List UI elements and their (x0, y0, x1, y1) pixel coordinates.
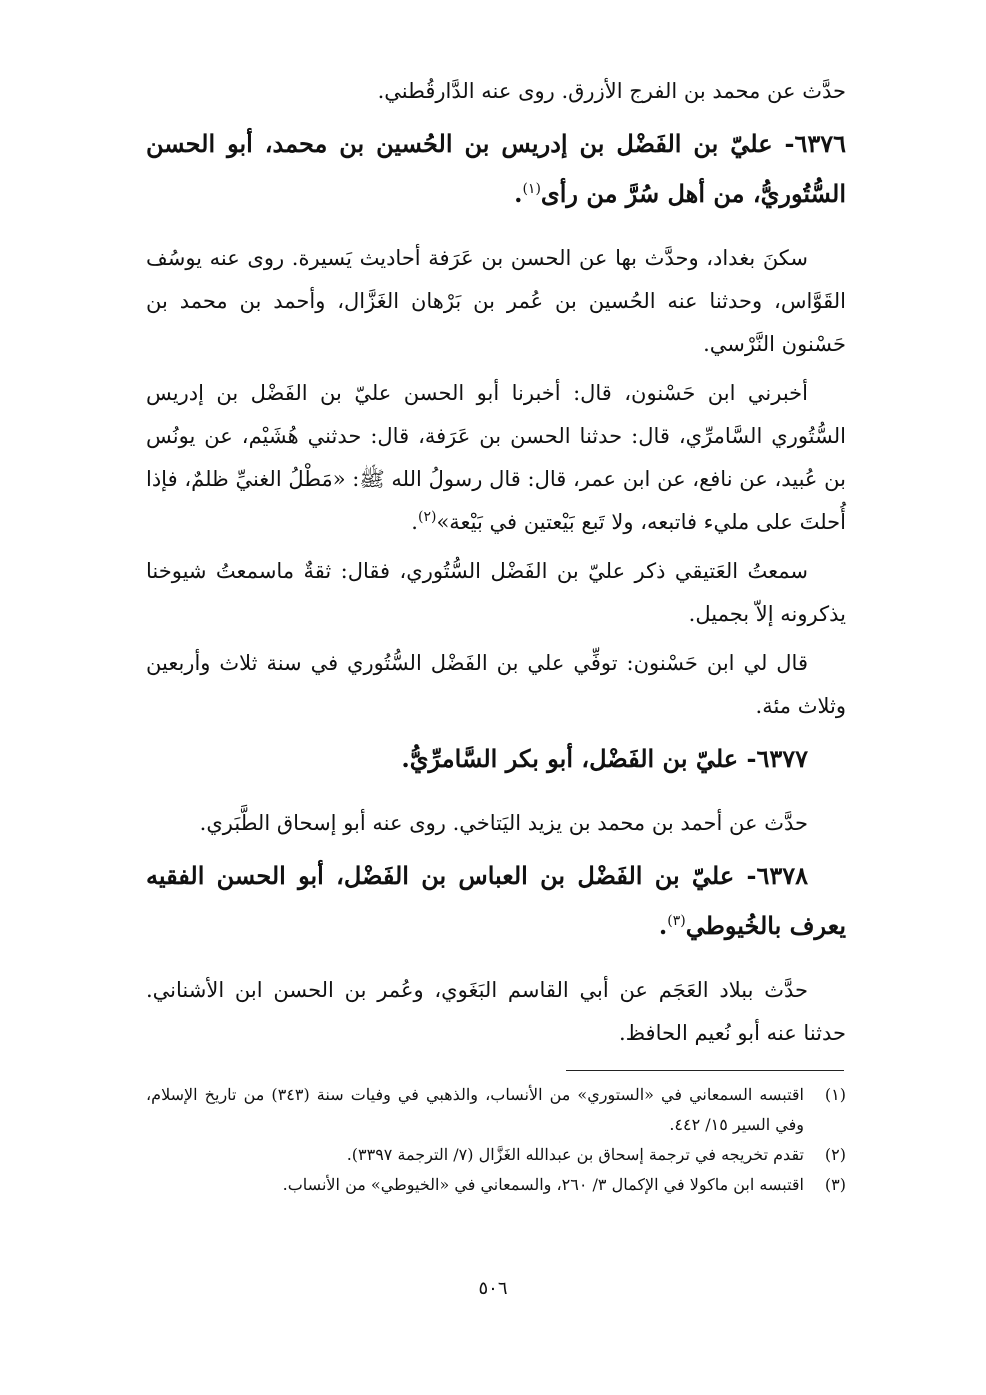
footnote-number: (١) (824, 1085, 846, 1104)
footnote-divider (566, 1070, 844, 1071)
entry-6376-hadith: أخبرني ابن حَسْنون، قال: أخبرنا أبو الحسن عليّ بن الفَضْل بن إدريس السُّتُوري السَّامرِّي، قال: حدثنا الحسن بن عَرَفة، قال: حدثني هُشَيْم، عن يونُس بن عُبيد، عن نافع، عن ابن عمر، قال: قال رسولُ الله ﷺ: «مَطْلُ الغنيِّ ظلمٌ، فإذا أُحلتَ على مليء فاتبعه، ولا تَبع بَيْعتين في بَيْعة»$^{(٢)}$. (146, 381, 846, 534)
footnote-number: (٢) (824, 1145, 846, 1164)
entry-6377-heading: ٦٣٧٧- عليّ بن الفَضْل، أبو بكر السَّامرِّيُّ. (401, 744, 808, 773)
main-text (146, 70, 846, 1055)
entry-6376-bio: سكنَ بغداد، وحدَّث بها عن الحسن بن عَرَفة أحاديث يَسيرة. روى عنه يوسُف القَوَّاس، وحدثنا عنه الحُسين بن عُمر بن بَرْهان الغَزَّال، وأحمد بن محمد بن حَسْنون النَّرْسي. (146, 246, 846, 356)
footnote-text: اقتبسه ابن ماكولا في الإكمال ٣/ ٢٦٠، والسمعاني في «الخيوطي» من الأنساب. (282, 1175, 804, 1194)
entry-6376-heading: ٦٣٧٦- عليّ بن الفَضْل بن إدريس بن الحُسين بن محمد، أبو الحسن السُّتُوريُّ، من أهل سُرَّ من رأى$^{(١)}$. (146, 129, 846, 208)
footnote-ref-1: (١) (522, 181, 541, 197)
page-number: ٥٠٦ (478, 1278, 508, 1299)
footnote-text: تقدم تخريجه في ترجمة إسحاق بن عبدالله الغَزَّال (٧/ الترجمة ٣٣٩٧). (346, 1145, 804, 1164)
entry-6378-bio: حدَّث ببلاد العَجَم عن أبي القاسم البَغَوي، وعُمر بن الحسن ابن الأشناني. حدثنا عنه أبو نُعيم الحافظ. (146, 978, 846, 1045)
footnote-number: (٣) (824, 1175, 846, 1194)
entry-6376-death: قال لي ابن حَسْنون: توفِّي علي بن الفَضْل السُّتُوري في سنة ثلاث وأربعين وثلاث مئة. (146, 651, 846, 718)
paragraph-continuation: حدَّث عن محمد بن الفرج الأزرق. روى عنه الدَّارقُطني. (377, 79, 846, 103)
footnote-3 (146, 1170, 846, 1200)
footnotes (146, 1080, 846, 1200)
footnote-text: اقتبسه السمعاني في «الستوري» من الأنساب، والذهبي في وفيات سنة (٣٤٣) من تاريخ الإسلام، وفي السير ١٥/ ٤٤٢. (146, 1085, 805, 1134)
footnote-ref-2: (٢) (417, 509, 437, 525)
entry-6377-bio: حدَّث عن أحمد بن محمد بن يزيد اليَتاخي. روى عنه أبو إسحاق الطَّبَري. (199, 811, 808, 835)
entry-6376-grading: سمعتُ العَتيقي ذكر عليّ بن الفَضْل السُّتُوري، فقال: ثقةٌ ماسمعتُ شيوخنا يذكرونه إلاّ بجميل. (146, 559, 846, 626)
entry-6378-heading: ٦٣٧٨- عليّ بن الفَضْل بن العباس بن الفَضْل، أبو الحسن الفقيه يعرف بالخُيوطي$^{(٣)}$. (146, 861, 846, 940)
footnote-1 (146, 1080, 846, 1140)
footnote-2 (146, 1140, 846, 1170)
footnote-ref-3: (٣) (667, 913, 686, 929)
